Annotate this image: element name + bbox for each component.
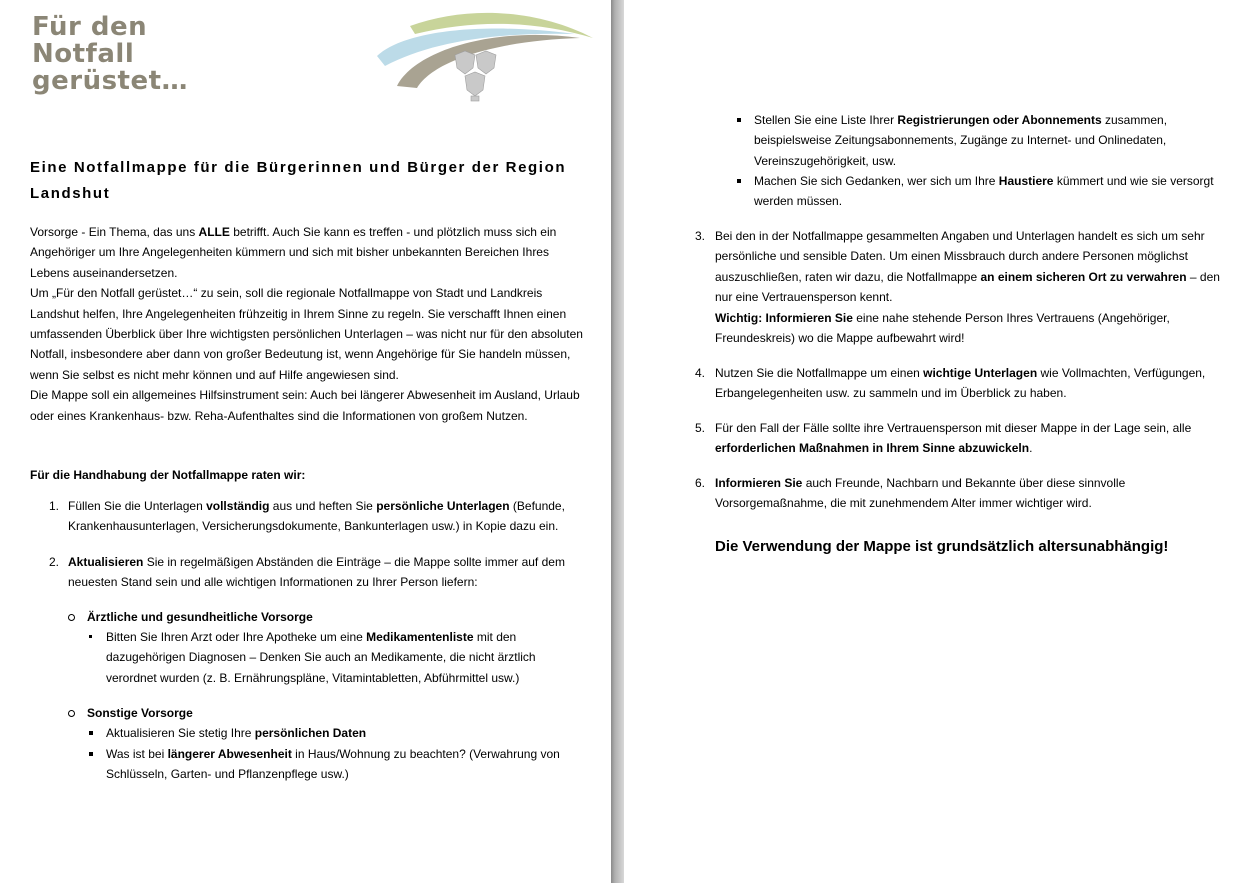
final-note: Die Verwendung der Mappe ist grundsätzlich altersunabhängig! <box>715 538 1169 555</box>
intro-paragraph-2: Um „Für den Notfall gerüstet…“ zu sein, soll die regionale Notfallmappe von Stadt und Landkreis Landshut helfen, Ihre Angelegenheiten frühzeitig in Ihrem Sinne zu regeln. Sie verschafft Ihnen einen umfassenden Überblick über Ihre wichtigsten persönlichen Unterlagen – was nicht nur für den absoluten Notfall, insbesondere aber dann von großer Bedeutung ist, wenn Angehörige für Sie handeln müssen, wenn Sie selbst es nicht mehr können und auf Hilfe angewiesen sind. <box>30 286 583 382</box>
handling-heading: Für die Handhabung der Notfallmappe raten wir: <box>30 468 306 482</box>
medical-heading: Ärztliche und gesundheitliche Vorsorge <box>87 610 313 624</box>
logo-wordmark <box>32 14 188 95</box>
other-bullet-3: Stellen Sie eine Liste Ihrer Registrierungen oder Abonnements zusammen, beispielsweise Zeitungsabonnements, Zugänge zu Internet- und Onlinedaten, Vereinszugehörigkeit, usw. <box>754 113 1168 168</box>
logo-swoosh-graphic <box>375 8 595 108</box>
list-number: 6. <box>695 476 706 490</box>
other-bullet-1: Aktualisieren Sie stetig Ihre persönlichen Daten <box>106 726 367 740</box>
square-bullet-icon <box>89 731 93 735</box>
logo-line-3: gerüstet… <box>32 66 189 96</box>
list-item-text: Informieren Sie auch Freunde, Nachbarn und Bekannte über diese sinnvolle Vorsorgemaßnahme, die mit zunehmendem Alter immer wichtiger wird. <box>715 476 1126 511</box>
list-number: 5. <box>695 421 706 435</box>
square-bullet-icon <box>89 635 92 638</box>
logo-line-2: Notfall <box>32 39 135 69</box>
list-item-text: Nutzen Sie die Notfallmappe um einen wichtige Unterlagen wie Vollmachten, Verfügungen, Erbangelegenheiten usw. zu sammeln und im Überblick zu haben. <box>715 366 1206 401</box>
intro-paragraph-1: Vorsorge - Ein Thema, das uns ALLE betrifft. Auch Sie kann es treffen - und plötzlich muss sich ein Angehöriger um Ihre Angelegenheiten kümmern und sich mit bisher unbekannten Bereichen Ihres Lebens auseinandersetzen. <box>30 225 557 280</box>
logo-line-1: Für den <box>32 12 148 42</box>
list-item-text: Aktualisieren Sie in regelmäßigen Abständen die Einträge – die Mappe sollte immer auf dem neuesten Stand sein und alle wichtigen Informationen zu Ihrer Person liefern: <box>68 555 565 590</box>
crest-icon <box>455 51 496 101</box>
circle-bullet-icon <box>68 614 75 621</box>
list-number: 1. <box>49 499 60 513</box>
other-bullet-2: Was ist bei längerer Abwesenheit in Haus/Wohnung zu beachten? (Verwahrung von Schlüsseln, Garten- und Pflanzenpflege usw.) <box>106 747 560 782</box>
circle-bullet-icon <box>68 710 75 717</box>
page-divider <box>611 0 624 883</box>
list-item-text: Bei den in der Notfallmappe gesammelten Angaben und Unterlagen handelt es sich um sehr persönliche und sensible Daten. Um einen Missbrauch durch andere Personen möglichst auszuschließen, raten wir dazu, die Notfallmappe an einem sicheren Ort zu verwahren – den nur eine Vertrauensperson kennt. Wichtig: Informieren Sie eine nahe stehende Person Ihres Vertrauens (Angehöriger, Freundeskreis) wo die Mappe aufbewahrt wird! <box>715 229 1220 346</box>
list-number: 4. <box>695 366 706 380</box>
square-bullet-icon <box>737 179 741 183</box>
medical-bullet-1: Bitten Sie Ihren Arzt oder Ihre Apotheke um eine Medikamentenliste mit den dazugehörigen Diagnosen – Denken Sie auch an Medikamente, die nicht ärztlich verordnet wurden (z. B. Ernährungspläne, Vitamintabletten, Abführmittel usw.) <box>106 630 536 685</box>
other-bullet-4: Machen Sie sich Gedanken, wer sich um Ihre Haustiere kümmert und wie sie versorgt werden müssen. <box>754 174 1214 209</box>
intro-paragraph-3: Die Mappe soll ein allgemeines Hilfsinstrument sein: Auch bei längerer Abwesenheit im Ausland, Urlaub oder eines Krankenhaus- bzw. Reha-Aufenthaltes sind die Informationen von großem Nutzen. <box>30 388 580 423</box>
list-number: 3. <box>695 229 706 243</box>
list-item-text: Füllen Sie die Unterlagen vollständig aus und heften Sie persönliche Unterlagen (Befunde, Krankenhausunterlagen, Versicherungsdokumente, Bankunterlagen usw.) in Kopie dazu ein. <box>68 499 565 534</box>
square-bullet-icon <box>737 118 741 122</box>
list-number: 2. <box>49 555 60 569</box>
document-title: Eine Notfallmappe für die Bürgerinnen und Bürger der Region Landshut <box>30 159 567 202</box>
square-bullet-icon <box>89 752 93 756</box>
intro-text <box>30 222 590 426</box>
document-page-left <box>0 0 611 883</box>
list-item-text: Für den Fall der Fälle sollte ihre Vertrauensperson mit dieser Mappe in der Lage sein, alle erforderlichen Maßnahmen in Ihrem Sinne abzuwickeln. <box>715 421 1192 456</box>
other-heading: Sonstige Vorsorge <box>87 706 193 720</box>
